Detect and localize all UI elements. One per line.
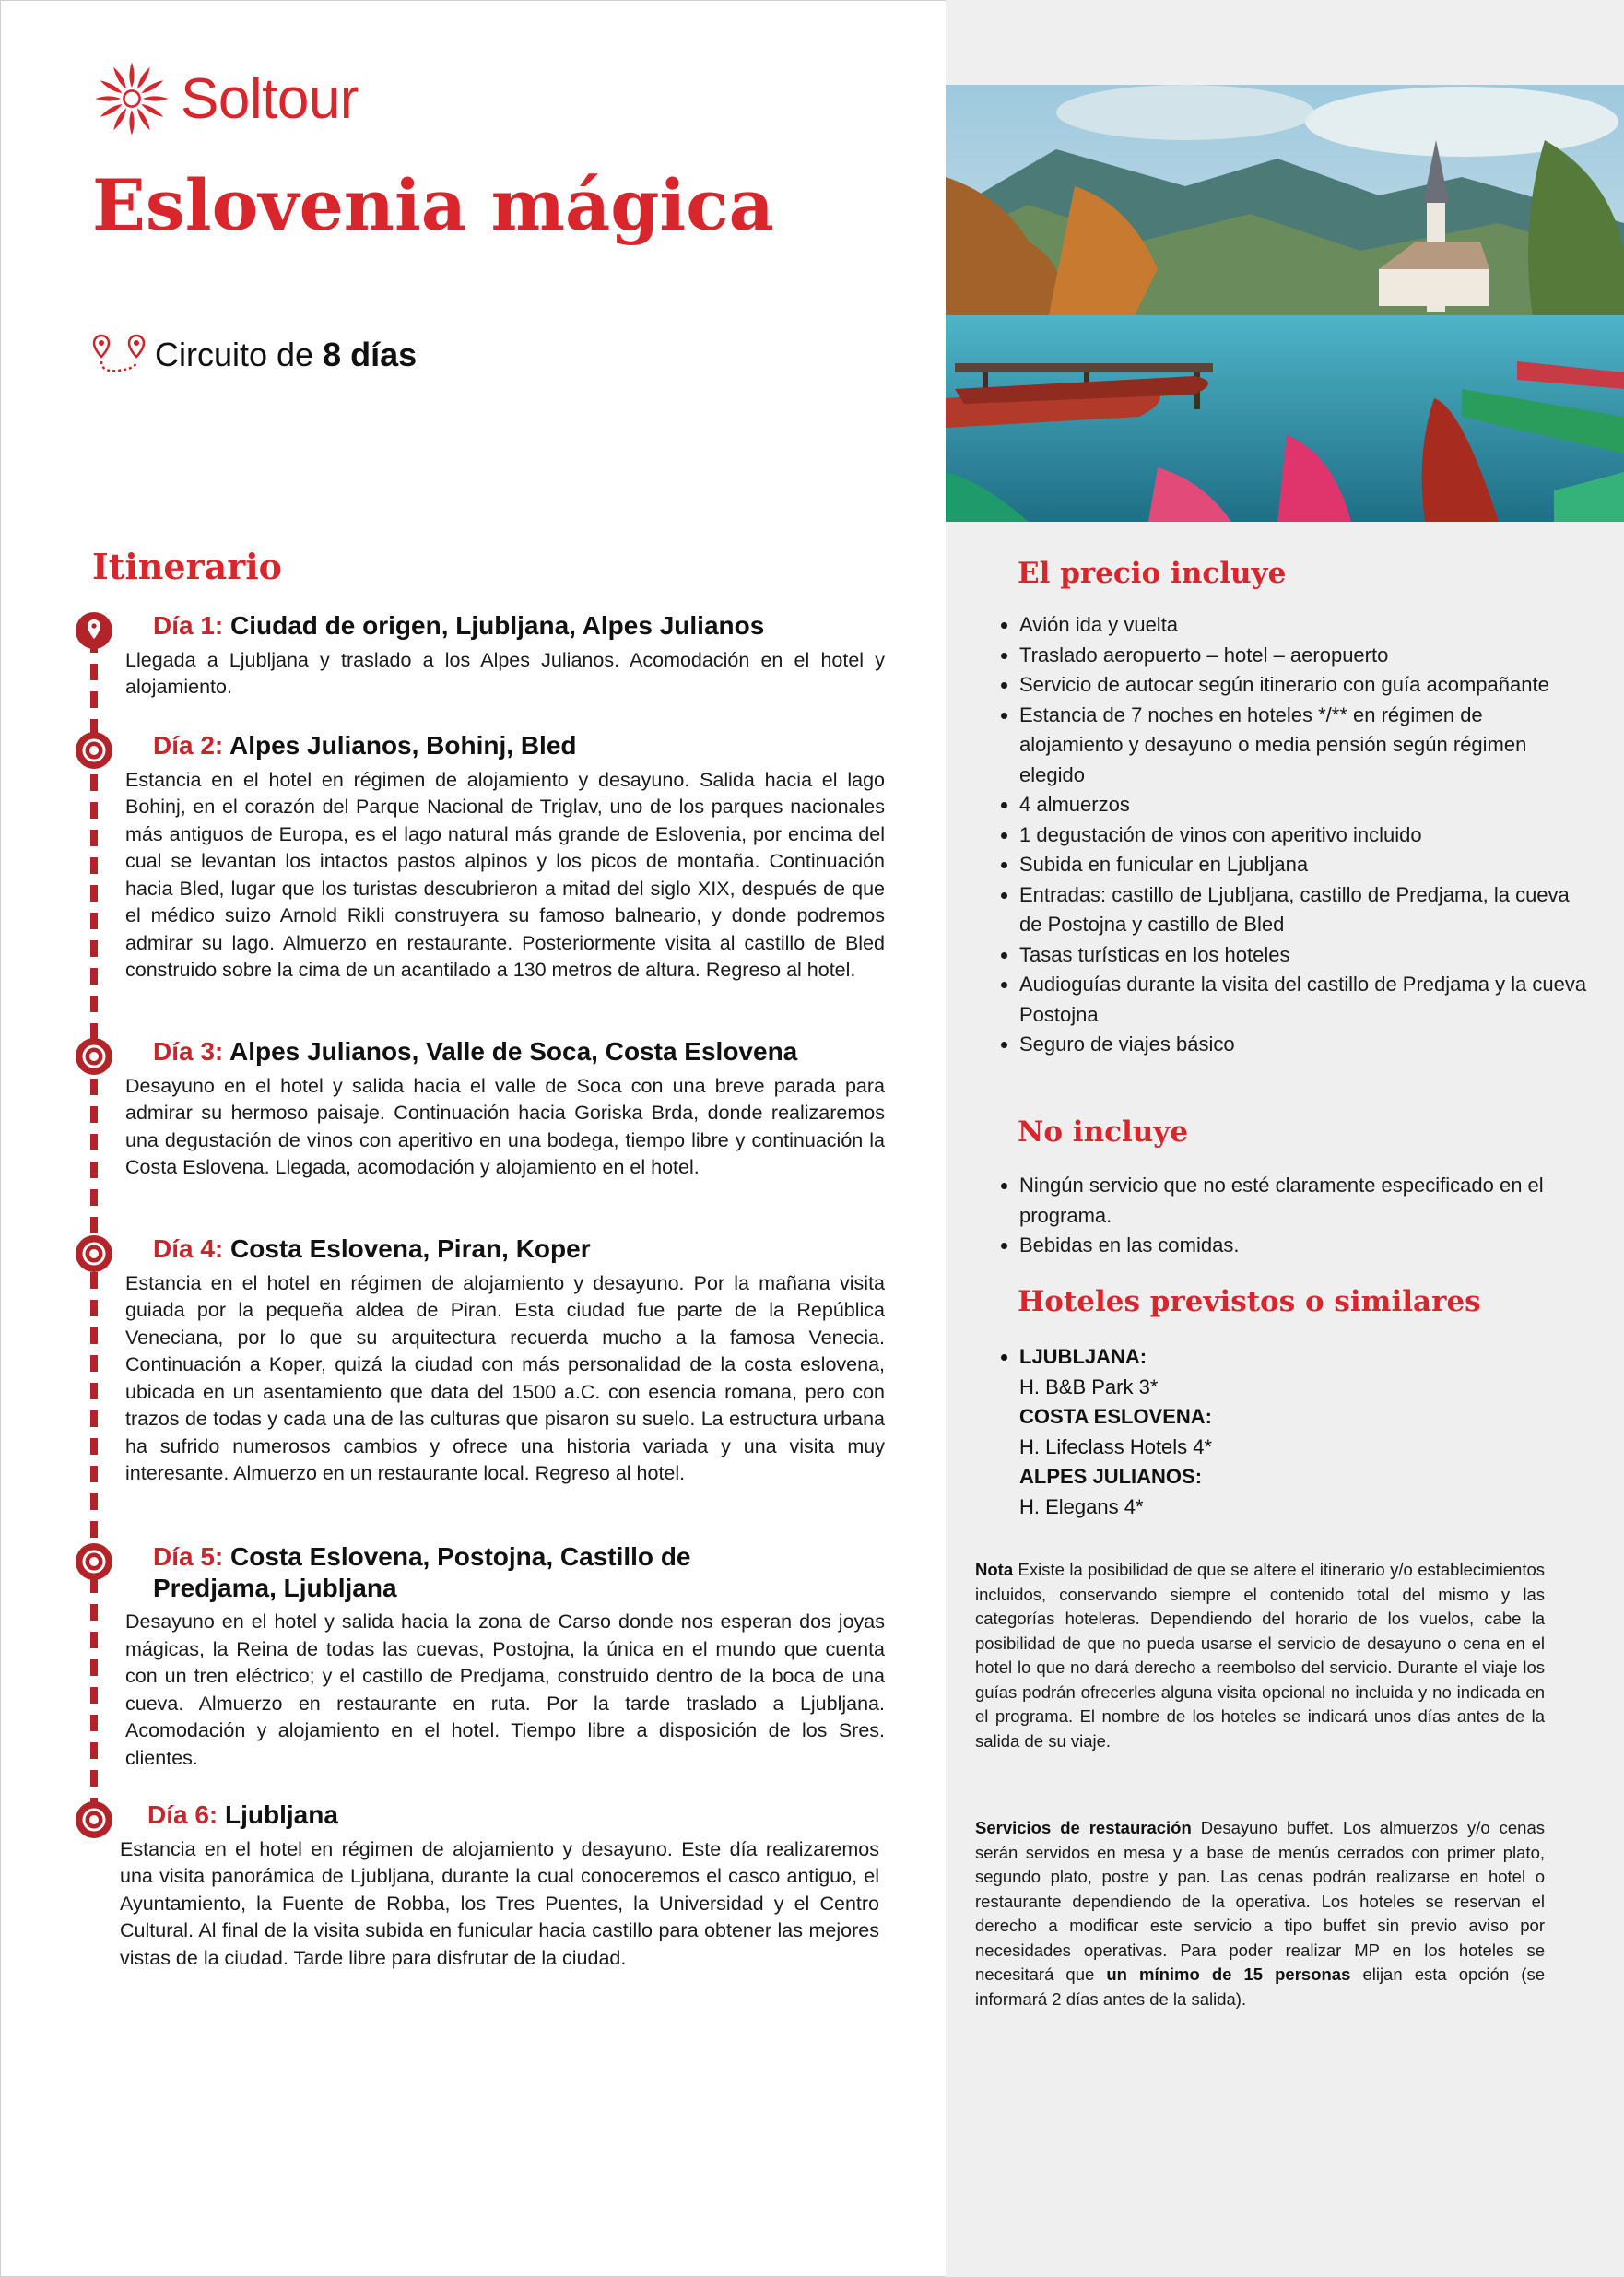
excludes-title: No incluye bbox=[1018, 1115, 1189, 1149]
day-3-text: Desayuno en el hotel y salida hacia el valle de Soca con una breve parada para admirar su hermoso paisaje. Continuación hacia Goriska Brda, donde realizaremos una degustación de vinos con aperitivo en una bodega, tiempo libre y continuación la Costa Eslovena. Llegada, acomodación y alojamiento en el hotel. bbox=[125, 1074, 885, 1179]
day-5 bbox=[125, 1541, 885, 1772]
itinerary-title: Itinerario bbox=[92, 546, 283, 587]
list-item: • Tasas turísticas en los hoteles bbox=[1019, 940, 1591, 971]
restaurant-text: Desayuno buffet. Los almuerzos y/o cenas serán servidos en mesa y a base de menús cerrados con primer plato, segundo plato, postre y pan. Las cenas podrán realizarse en hotel o restaurante dependiendo de la operativa. Los hoteles se reservan el derecho a modificar este servicio a tipo buffet sin previo aviso por necesidades operativas. Para poder realizar MP en los hoteles se necesitará que bbox=[975, 1818, 1545, 1984]
hotel-city: ALPES JULIANOS: bbox=[1019, 1465, 1203, 1488]
list-item: • 4 almuerzos bbox=[1019, 790, 1591, 820]
day-4-text: Estancia en el hotel en régimen de alojamiento y desayuno. Por la mañana visita guiada por la pequeña aldea de Piran. Esta ciudad fue parte de la República Veneciana, por lo que su arquitectura recuerda mucho a la famosa Venecia. Continuación a Koper, quizá la ciudad con más personalidad de la costa eslovena, ubicada en un asentamiento que data del 1500 a.C. con esencia romana, pero con trazos de todas y cada una de las culturas que pisaron su suelo. La estructura urbana ha sufrido numerosos cambios y ofrece una historia variada y una visita muy interesante. Almuerzo en un restaurante local. Regreso al hotel. bbox=[125, 1271, 885, 1485]
note-text: Existe la posibilidad de que se altere el itinerario y/o establecimientos incluidos, conservando siempre el contenido total del mismo y las categorías hoteleras. Dependiendo del horario de los vuelos, cabe la posibilidad de que no pueda usarse el servicio de desayuno o cena en el hotel lo que no dará derecho a reembolso del servicio. Durante el viaje los guías podrán ofrecerles alguna visita opcional no incluida y no indicada en el programa. El nombre de los hoteles se indicará unos días antes de la salida de su viaje. bbox=[975, 1560, 1545, 1751]
day-5-text: Desayuno en el hotel y salida hacia la zona de Carso donde nos esperan dos joyas mágicas, la Reina de todas las cuevas, Postojna, la única en el mundo que cuenta con un tren eléctrico; y el castillo de Predjama, construido dentro de la boca de una cueva. Almuerzo en restaurante en ruta. Por la tarde traslado a Ljubljana. Acomodación y alojamiento en el hotel. Tiempo libre a disposición de los Sres. clientes. bbox=[125, 1610, 885, 1769]
note-paragraph bbox=[975, 1558, 1545, 1753]
timeline-dot-icon bbox=[74, 730, 114, 771]
hotel-name: H. Lifeclass Hotels 4* bbox=[1019, 1434, 1213, 1458]
hotel-city: COSTA ESLOVENA: bbox=[1019, 1405, 1213, 1428]
hotels-list bbox=[983, 1342, 1591, 1522]
day-3 bbox=[125, 1036, 885, 1182]
restaurant-text-end: elijan esta opción (se informará 2 días antes de la salida). bbox=[975, 1964, 1545, 2009]
day-4 bbox=[125, 1233, 885, 1488]
day-5-heading: Día 5: Costa Eslovena, Postojna, Castillo de Predjama, Ljubljana bbox=[153, 1542, 691, 1602]
day-6-heading: Día 6: Ljubljana bbox=[147, 1800, 338, 1829]
list-item: • Traslado aeropuerto – hotel – aeropuerto bbox=[1019, 641, 1591, 671]
day-1-text: Llegada a Ljubljana y traslado a los Alpes Julianos. Acomodación en el hotel y alojamiento. bbox=[125, 648, 885, 699]
hotel-city: • LJUBLJANA: bbox=[1019, 1345, 1147, 1368]
day-6 bbox=[120, 1799, 879, 1972]
route-pin-icon bbox=[90, 332, 147, 378]
timeline-dot-icon bbox=[74, 1541, 114, 1582]
day-2-text: Estancia en el hotel en régimen de alojamiento y desayuno. Salida hacia el lago Bohinj, en el corazón del Parque Nacional de Triglav, uno de los parques nacionales más antiguos de Europa, es el lago natural más grande de Eslovenia, por encima del cual se levantan los intactos pastos alpinos y los picos de montaña. Continuación hacia Bled, lugar que los turistas descubrieron a mitad del siglo XIX, después de que el médico suizo Arnold Rikli construyera su famoso balneario, y donde podremos admirar su lago. Almuerzo en restaurante. Posteriormente visita al castillo de Bled construido sobre la cima de un acantilado a 130 metros de altura. Regreso al hotel. bbox=[125, 768, 885, 982]
includes-list bbox=[983, 610, 1591, 1060]
list-item bbox=[1019, 1342, 1591, 1522]
page-title: Eslovenia mágica bbox=[92, 164, 774, 246]
hotels-title: Hoteles previstos o similares bbox=[1018, 1285, 1481, 1318]
brand-name: Soltour bbox=[181, 66, 359, 131]
sun-logo-icon bbox=[92, 59, 171, 138]
day-3-heading: Día 3: Alpes Julianos, Valle de Soca, Costa Eslovena bbox=[153, 1037, 798, 1066]
day-2 bbox=[125, 730, 885, 985]
itinerary-timeline bbox=[90, 636, 98, 1816]
list-item: • Bebidas en las comidas. bbox=[1019, 1231, 1591, 1261]
restaurant-label: Servicios de restauración bbox=[975, 1818, 1192, 1837]
note-label: Nota bbox=[975, 1560, 1014, 1579]
list-item: • Subida en funicular en Ljubljana bbox=[1019, 850, 1591, 880]
day-1-heading: Día 1: Ciudad de origen, Ljubljana, Alpes Julianos bbox=[153, 611, 765, 640]
list-item: • Audioguías durante la visita del castillo de Predjama y la cueva Postojna bbox=[1019, 970, 1591, 1030]
timeline-dot-icon bbox=[74, 1799, 114, 1840]
list-item: • Entradas: castillo de Ljubljana, castillo de Predjama, la cueva de Postojna y castillo de Bled bbox=[1019, 880, 1591, 940]
hotel-name: H. Elegans 4* bbox=[1019, 1494, 1144, 1518]
timeline-dot-icon bbox=[74, 1036, 114, 1077]
brand-logo bbox=[92, 57, 359, 140]
circuit-days: 8 días bbox=[323, 336, 418, 373]
list-item: • Servicio de autocar según itinerario con guía acompañante bbox=[1019, 670, 1591, 701]
list-item: • Ningún servicio que no esté claramente especificado en el programa. bbox=[1019, 1171, 1591, 1231]
day-1 bbox=[125, 610, 885, 702]
list-item: • Seguro de viajes básico bbox=[1019, 1030, 1591, 1060]
circuit-label: Circuito de bbox=[155, 336, 314, 373]
timeline-dot-icon bbox=[74, 1233, 114, 1274]
location-pin-icon bbox=[74, 610, 114, 651]
list-item: • Estancia de 7 noches en hoteles */** en régimen de alojamiento y desayuno o media pensión según régimen elegido bbox=[1019, 701, 1591, 791]
circuit-duration bbox=[90, 332, 417, 378]
excludes-list bbox=[983, 1171, 1591, 1261]
day-2-heading: Día 2: Alpes Julianos, Bohinj, Bled bbox=[153, 731, 577, 760]
day-4-heading: Día 4: Costa Eslovena, Piran, Koper bbox=[153, 1234, 591, 1263]
includes-title: El precio incluye bbox=[1018, 557, 1287, 590]
lake-landscape-illustration bbox=[946, 85, 1624, 522]
list-item: • 1 degustación de vinos con aperitivo incluido bbox=[1019, 820, 1591, 851]
day-6-text: Estancia en el hotel en régimen de alojamiento y desayuno. Este día realizaremos una visita panorámica de Ljubljana, durante la cual conoceremos el casco antiguo, el Ayuntamiento, la Fuente de Robba, los Tres Puentes, la Universidad y el Centro Cultural. Al final de la visita subida en funicular hacia castillo para obtener las mejores vistas de la ciudad. Tarde libre para disfrutar de la ciudad. bbox=[120, 1837, 879, 1969]
list-item: • Avión ida y vuelta bbox=[1019, 610, 1591, 641]
restaurant-minimum: un mínimo de 15 personas bbox=[1106, 1964, 1351, 1984]
hotel-name: H. B&B Park 3* bbox=[1019, 1374, 1159, 1398]
restaurant-paragraph bbox=[975, 1816, 1545, 2012]
lake-bohinj-photo bbox=[946, 85, 1624, 522]
